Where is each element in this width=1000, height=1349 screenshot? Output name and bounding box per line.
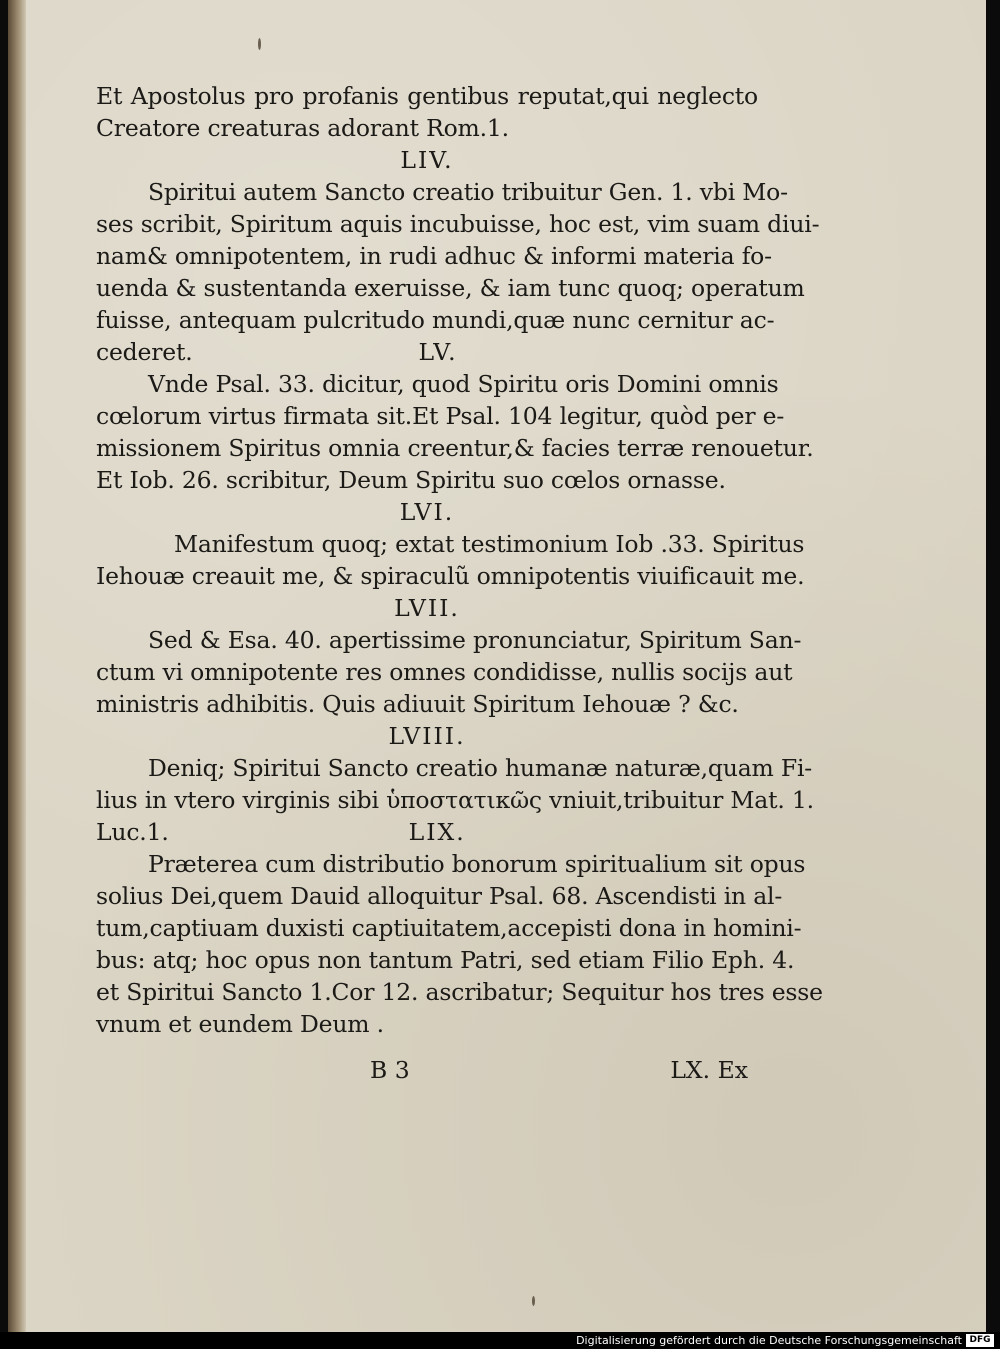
text-line: ministris adhibitis. Quis adiuuit Spiritum Iehouæ ? &c. <box>96 690 739 718</box>
text-line: et Spiritui Sancto 1.Cor 12. ascribatur; Sequitur hos tres esse <box>96 978 823 1006</box>
text-line: solius Dei,quem Dauid alloquitur Psal. 68. Ascendisti in al- <box>96 882 783 910</box>
text-line: bus: atq; hoc opus non tantum Patri, sed etiam Filio Eph. 4. <box>96 946 795 974</box>
text-line: Et Apostolus pro profanis gentibus reputat,qui neglecto <box>96 82 758 110</box>
book-spine-edge <box>8 0 26 1332</box>
text-line: Vnde Psal. 33. dicitur, quod Spiritu oris Domini omnis <box>148 370 779 398</box>
signature-mark: B 3 <box>370 1056 410 1084</box>
page-text <box>96 80 823 1040</box>
section-heading: LVII. <box>394 594 460 622</box>
page-footer <box>370 1054 748 1086</box>
text-fragment: Luc.1. <box>96 818 169 846</box>
text-line: ses scribit, Spiritum aquis incubuisse, hoc est, vim suam diui- <box>96 210 820 238</box>
paper-speck <box>258 38 261 50</box>
text-line: Iehouæ creauit me, & spiraculũ omnipotentis viuificauit me. <box>96 562 805 590</box>
section-heading: LVIII. <box>388 722 466 750</box>
text-fragment: cederet. <box>96 338 193 366</box>
dfg-logo-icon: DFG <box>966 1334 994 1347</box>
section-heading: LVI. <box>399 498 455 526</box>
funding-text: Digitalisierung gefördert durch die Deutsche Forschungsgemeinschaft <box>576 1334 962 1347</box>
text-line: Sed & Esa. 40. apertissime pronunciatur, Spiritum San- <box>148 626 802 654</box>
text-line: vnum et eundem Deum . <box>96 1010 384 1038</box>
catchword: LX. Ex <box>670 1056 748 1084</box>
funding-banner <box>0 1332 1000 1349</box>
text-line: Creatore creaturas adorant Rom.1. <box>96 114 509 142</box>
text-line: lius in vtero virginis sibi ὑποστατικῶς vniuit,tribuitur Mat. 1. <box>96 786 814 814</box>
paper-speck <box>532 1296 535 1306</box>
text-line <box>96 336 758 368</box>
section-heading: LIV. <box>400 146 454 174</box>
text-line: Deniq; Spiritui Sancto creatio humanæ naturæ,quam Fi- <box>148 754 813 782</box>
text-line: ctum vi omnipotente res omnes condidisse, nullis socijs aut <box>96 658 793 686</box>
section-heading: LV. <box>418 338 458 366</box>
text-line: cœlorum virtus firmata sit.Et Psal. 104 legitur, quòd per e- <box>96 402 785 430</box>
text-line: Præterea cum distributio bonorum spiritualium sit opus <box>148 850 806 878</box>
text-line: tum,captiuam duxisti captiuitatem,accepisti dona in homini- <box>96 914 802 942</box>
text-line <box>96 816 758 848</box>
text-line: Et Iob. 26. scribitur, Deum Spiritu suo cœlos ornasse. <box>96 466 726 494</box>
text-line: Spiritui autem Sancto creatio tribuitur Gen. 1. vbi Mo- <box>148 178 788 206</box>
text-line: uenda & sustentanda exeruisse, & iam tunc quoq; operatum <box>96 274 805 302</box>
section-heading: LIX. <box>408 818 466 846</box>
text-line: missionem Spiritus omnia creentur,& facies terræ renouetur. <box>96 434 814 462</box>
text-line: nam& omnipotentem, in rudi adhuc & informi materia fo- <box>96 242 772 270</box>
text-line: fuisse, antequam pulcritudo mundi,quæ nunc cernitur ac- <box>96 306 775 334</box>
text-line: Manifestum quoq; extat testimonium Iob .33. Spiritus <box>174 530 805 558</box>
